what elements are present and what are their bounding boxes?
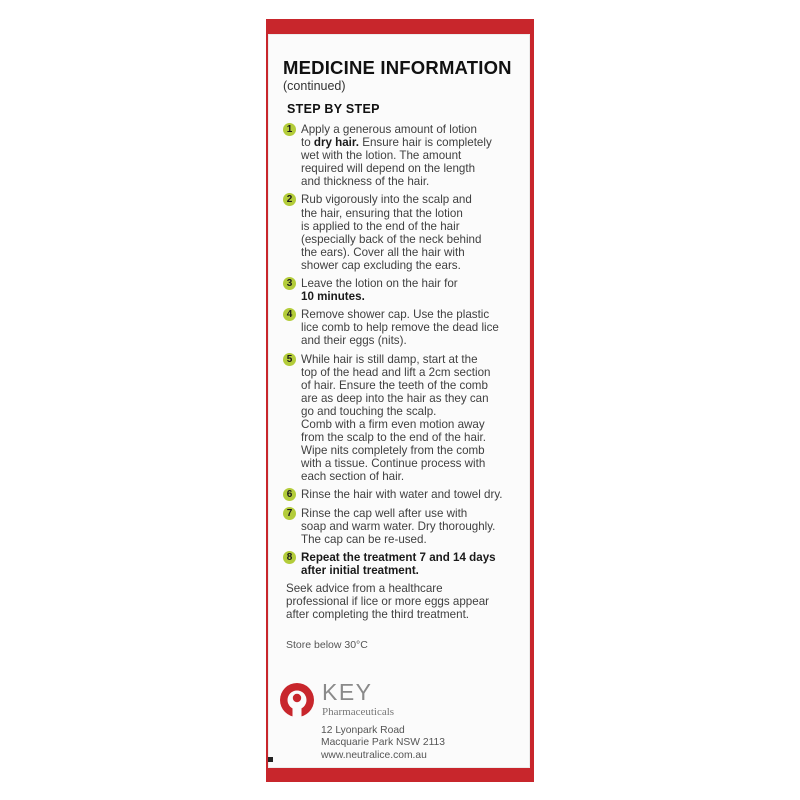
step-line: Remove shower cap. Use the plastic	[301, 308, 490, 322]
step-number-badge: 3	[283, 277, 296, 290]
step-line: Wipe nits completely from the comb	[301, 444, 485, 458]
step-line: soap and warm water. Dry thoroughly.	[301, 519, 496, 533]
step-line: top of the head and lift a 2cm section	[301, 365, 491, 379]
step-line	[301, 564, 523, 577]
website-link[interactable]: www.neutralice.com.au	[321, 749, 427, 761]
company-logo	[279, 680, 519, 726]
step-item	[283, 507, 523, 546]
step-text	[301, 507, 523, 546]
step-number-badge: 1	[283, 123, 296, 136]
key-logo-icon	[279, 682, 315, 720]
step-line: go and touching the scalp.	[301, 404, 437, 418]
step-text	[301, 193, 523, 272]
step-number-badge: 2	[283, 193, 296, 206]
step-number-badge: 4	[283, 308, 296, 321]
emphasis-text: dry hair.	[313, 136, 359, 150]
page-subtitle: (continued)	[283, 79, 346, 93]
step-line: is applied to the end of the hair	[301, 219, 460, 233]
step-line: lice comb to help remove the dead lice	[301, 321, 499, 335]
company-name: KEY	[322, 679, 373, 705]
step-number-badge: 6	[283, 488, 296, 501]
emphasis-text: after initial treatment.	[301, 563, 419, 577]
step-text	[301, 277, 523, 303]
step-line: required will depend on the length	[301, 162, 476, 176]
step-line: the ears). Cover all the hair with	[301, 245, 465, 259]
step-text	[301, 123, 523, 188]
section-heading: STEP BY STEP	[287, 102, 380, 116]
step-number-badge: 5	[283, 353, 296, 366]
step-line	[301, 290, 523, 303]
printer-mark	[268, 757, 273, 762]
step-text	[301, 308, 523, 347]
company-subname: Pharmaceuticals	[322, 706, 395, 718]
step-item	[283, 123, 523, 188]
step-line: Leave the lotion on the hair for	[301, 277, 458, 291]
step-item	[283, 353, 523, 484]
step-number-badge: 8	[283, 551, 296, 564]
step-line: Rinse the hair with water and towel dry.	[301, 488, 503, 502]
step-line: and their eggs (nits).	[301, 334, 407, 348]
step-line: wet with the lotion. The amount	[301, 149, 462, 163]
step-line: from the scalp to the end of the hair.	[301, 431, 486, 445]
step-line: and thickness of the hair.	[301, 175, 430, 189]
company-address	[321, 725, 445, 762]
step-line: The cap can be re-used.	[301, 532, 427, 546]
advice-text	[286, 582, 523, 621]
step-line: While hair is still damp, start at the	[301, 352, 478, 366]
step-line: of hair. Ensure the teeth of the comb	[301, 378, 488, 392]
step-line	[301, 551, 523, 564]
address-line-1: 12 Lyonpark Road	[321, 725, 405, 736]
panel-content	[283, 57, 523, 651]
step-item	[283, 551, 523, 577]
address-line-2: Macquarie Park NSW 2113	[321, 737, 445, 749]
step-line: (especially back of the neck behind	[301, 232, 482, 246]
advice-line: Seek advice from a healthcare	[286, 582, 443, 595]
page-title: MEDICINE INFORMATION	[283, 57, 512, 78]
step-line: Rinse the cap well after use with	[301, 506, 468, 520]
advice-line: after completing the third treatment.	[286, 608, 470, 622]
step-item	[283, 193, 523, 272]
steps-list	[283, 123, 523, 577]
advice-line: professional if lice or more eggs appear	[286, 595, 489, 609]
step-line: Comb with a firm even motion away	[301, 417, 485, 431]
step-line: to dry hair. Ensure hair is completely	[301, 136, 492, 150]
step-number-badge: 7	[283, 507, 296, 520]
step-item	[283, 488, 523, 501]
step-text	[301, 488, 523, 501]
step-line: each section of hair.	[301, 470, 405, 484]
emphasis-text: 10 minutes.	[301, 290, 365, 304]
step-line: the hair, ensuring that the lotion	[301, 206, 463, 220]
step-item	[283, 308, 523, 347]
step-line: shower cap excluding the ears.	[301, 258, 461, 272]
step-text	[301, 551, 523, 577]
step-line: are as deep into the hair as they can	[301, 391, 489, 405]
storage-text: Store below 30°C	[286, 639, 368, 652]
step-line: Apply a generous amount of lotion	[301, 123, 477, 136]
medicine-information-panel	[268, 34, 530, 768]
emphasis-text: Repeat the treatment 7 and 14 days	[301, 550, 496, 564]
step-text	[301, 353, 523, 484]
step-item	[283, 277, 523, 303]
step-line: Rub vigorously into the scalp and	[301, 193, 472, 207]
step-line: with a tissue. Continue process with	[301, 457, 486, 471]
